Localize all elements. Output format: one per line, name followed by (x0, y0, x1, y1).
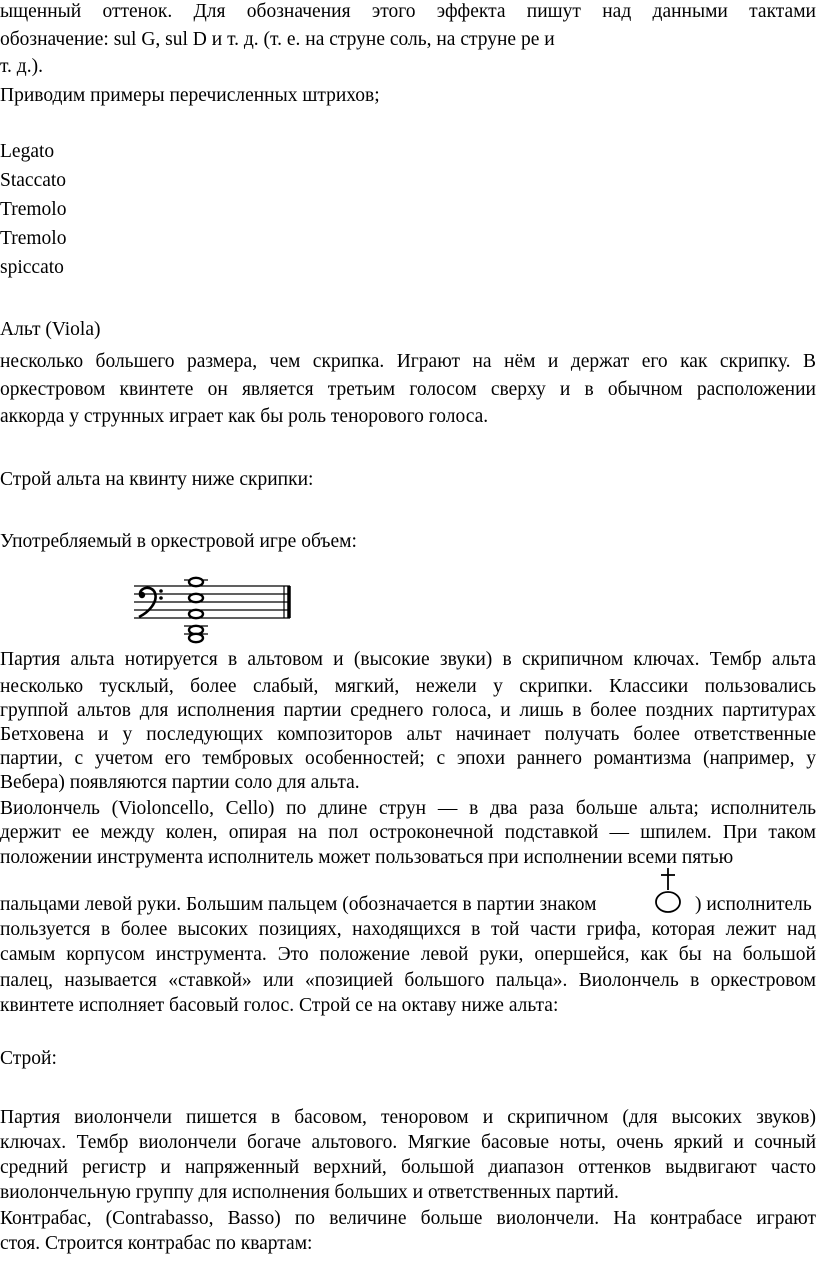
text-line: Употребляемый в оркестровой игре объем: (0, 531, 357, 552)
text-line: ключах. Тембр виолончели богаче альтового. Мягкие басовые ноты, очень яркий и сочный (0, 1132, 816, 1153)
text-line: виолончельную группу для исполнения больших и ответственных партий. (0, 1182, 619, 1203)
stroke-spiccato: spiccato (0, 257, 64, 278)
text-line: квинтете исполняет басовый голос. Строй се на октаву ниже альта: (0, 995, 559, 1016)
text-line: партии, с учетом его тембровых особенностей; с эпохи раннего романтизма (например, у (0, 748, 816, 769)
text-line: Партия альта нотируется в альтовом и (высокие звуки) в скрипичном ключах. Тембр альта (0, 649, 816, 670)
stroke-tremolo-1: Tremolo (0, 199, 67, 220)
text-line: Контрабас, (Contrabasso, Basso) по величине больше виолончели. На контрабасе играют (0, 1208, 816, 1229)
text-line: оркестровом квинтете он является третьим голосом сверху и в обычном расположении (0, 379, 816, 400)
stroke-tremolo-2: Tremolo (0, 228, 67, 249)
text-line: несколько большего размера, чем скрипка. Играют на нём и держат его как скрипку. В (0, 351, 816, 372)
text-line: ) исполнитель (695, 894, 812, 915)
text-line: ыщенный оттенок. Для обозначения этого эффекта пишут над данными тактами (0, 1, 816, 22)
thumb-position-icon (648, 866, 688, 922)
text-line: Строй: (0, 1048, 57, 1069)
text-line: Виолончель (Violoncello, Cello) по длине струн — в два раза больше альта; исполнитель (0, 798, 816, 819)
text-line: Бетховена и у последующих композиторов альт начинает получать более ответственные (0, 724, 816, 745)
text-line: Партия виолончели пишется в басовом, теноровом и скрипичном (для высоких звуков) (0, 1107, 816, 1128)
text-line: Строй альта на квинту ниже скрипки: (0, 469, 314, 490)
music-staff-image (132, 576, 298, 652)
text-line: положении инструмента исполнитель может пользоваться при исполнении всеми пятью (0, 847, 734, 868)
text-line: средний регистр и напряженный верхний, большой диапазон оттенков выдвигают часто (0, 1157, 816, 1178)
text-line: держит ее между колен, опирая на пол остроконечной подставкой — шпилем. При таком (0, 822, 816, 843)
text-line: группой альтов для исполнения партии среднего голоса, и лишь в более поздних партитурах (0, 700, 816, 721)
text-line: аккорда у струнных играет как бы роль тенорового голоса. (0, 406, 489, 427)
text-line: палец, называется «ставкой» или «позицией большого пальца». Виолончель в оркестровом (0, 970, 816, 991)
text-line: обозначение: sul G, sul D и т. д. (т. е. на струне соль, на струне ре и (0, 29, 555, 50)
text-line: Приводим примеры перечисленных штрихов; (0, 85, 380, 106)
bass-clef-chord-icon (132, 576, 298, 646)
text-line: пользуется в более высоких позициях, находящихся в той части грифа, которая лежит над (0, 919, 816, 940)
text-line: несколько тусклый, более слабый, мягкий, нежели у скрипки. Классики пользовались (0, 676, 816, 697)
text-line: т. д.). (0, 56, 43, 77)
stroke-legato: Legato (0, 141, 55, 162)
text-line: стоя. Строится контрабас по квартам: (0, 1233, 313, 1254)
text-line: пальцами левой руки. Большим пальцем (обозначается в партии знаком (0, 894, 597, 915)
text-line: самым корпусом инструмента. Это положение левой руки, опершейся, как бы на большой (0, 944, 816, 965)
text-line: Вебера) появляются партии соло для альта. (0, 772, 360, 793)
section-heading-viola: Альт (Viola) (0, 319, 101, 340)
stroke-staccato: Staccato (0, 170, 67, 191)
